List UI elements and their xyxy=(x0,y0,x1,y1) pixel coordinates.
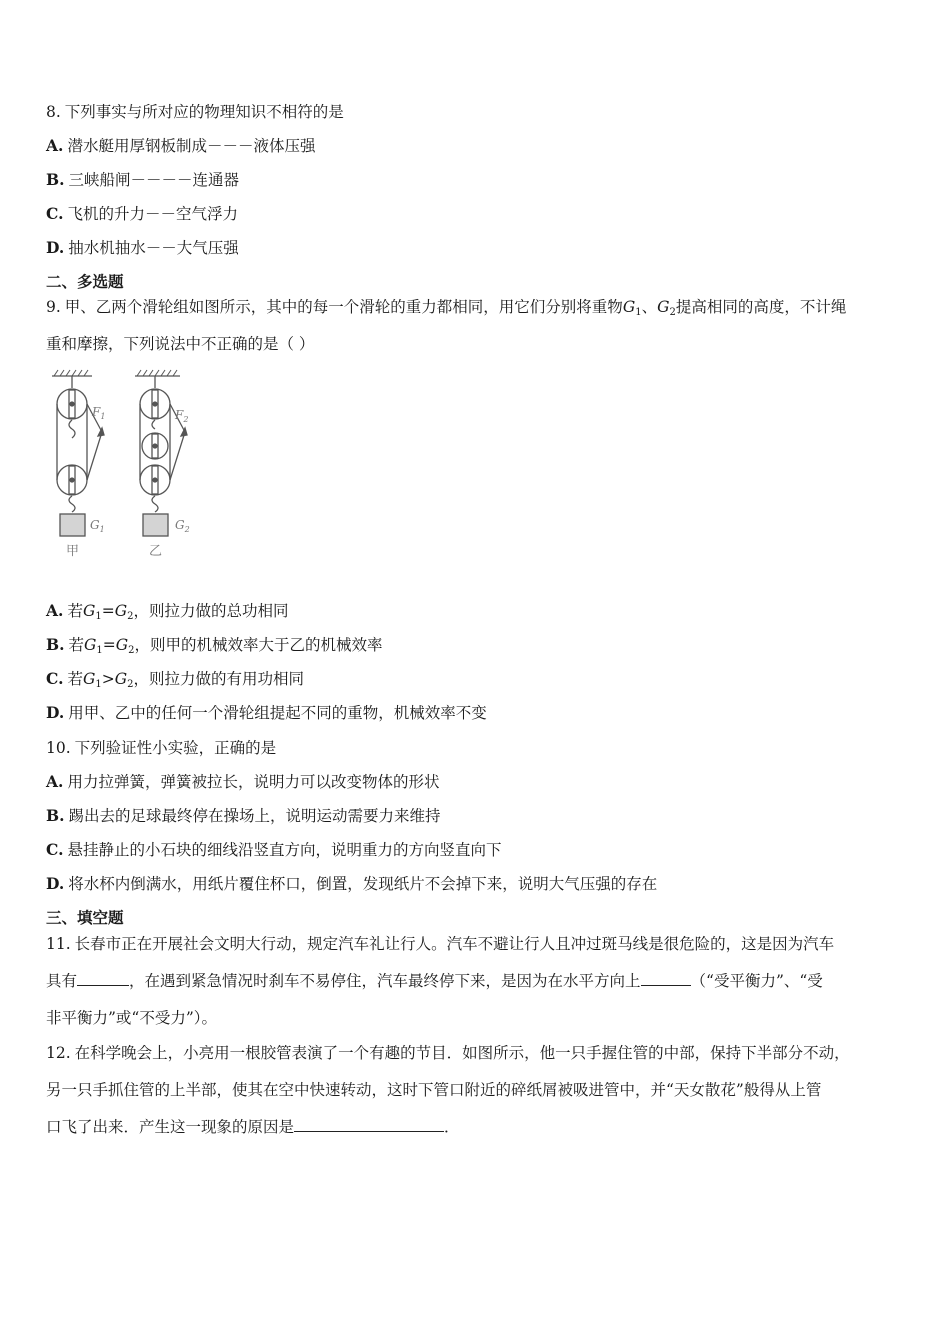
question-text: 口飞了出来．产生这一现象的原因是 xyxy=(46,1118,295,1136)
question-text: 提高相同的高度，不计绳 xyxy=(675,298,847,316)
question-text: 具有 xyxy=(46,972,78,990)
option-text: 飞机的升力－－空气浮力 xyxy=(67,205,238,223)
q10-option-c[interactable] xyxy=(46,840,501,860)
subscript: 1 xyxy=(96,645,103,656)
question-number: 9. xyxy=(46,298,61,316)
force-label-f2: $F_2$ xyxy=(175,408,189,424)
question-text: ． xyxy=(444,1118,460,1136)
subscript: 2 xyxy=(128,645,135,656)
operator: > xyxy=(101,670,115,688)
option-label: D. xyxy=(46,703,65,722)
option-text: 用力拉弹簧，弹簧被拉长，说明力可以改变物体的形状 xyxy=(67,773,440,791)
option-text: 潜水艇用厚钢板制成－－－液体压强 xyxy=(67,137,316,155)
option-label: B. xyxy=(46,170,65,189)
option-text: 用甲、乙中的任何一个滑轮组提起不同的重物，机械效率不变 xyxy=(68,704,487,722)
option-text: 踢出去的足球最终停在操场上，说明运动需要力来维持 xyxy=(68,807,441,825)
subscript: 2 xyxy=(127,611,134,622)
figure-label-jia: 甲 xyxy=(66,544,80,559)
subscript: 1 xyxy=(95,611,102,622)
subscript: 2 xyxy=(127,679,134,690)
weight-label-g2: $G_2$ xyxy=(175,518,190,534)
question-text: 下列事实与所对应的物理知识不相符的是 xyxy=(64,103,344,121)
option-text: 若 xyxy=(68,636,85,654)
q9-option-d[interactable] xyxy=(46,703,487,723)
q8-option-d[interactable] xyxy=(46,238,239,258)
section-heading-multiple-choice: 二、多选题 xyxy=(46,272,124,291)
option-text: 若 xyxy=(67,670,83,688)
question-text: 在科学晚会上，小亮用一根胶管表演了一个有趣的节目．如图所示，他一只手握住管的中部，保持下半部分不动， xyxy=(74,1044,850,1062)
weight-g1 xyxy=(60,514,85,536)
answer-blank-2[interactable] xyxy=(641,971,691,986)
option-label: A. xyxy=(46,601,64,620)
q10-option-d[interactable] xyxy=(46,874,657,894)
operator: = xyxy=(101,602,115,620)
option-label: C. xyxy=(46,204,64,223)
question-number: 11. xyxy=(46,935,71,953)
question-number: 10. xyxy=(46,739,71,757)
question-8 xyxy=(46,102,344,122)
subscript: 1 xyxy=(95,679,102,690)
question-text: 下列验证性小实验，正确的是 xyxy=(74,739,277,757)
q9-option-a[interactable] xyxy=(46,601,289,621)
question-9-line-2: 重和摩擦，下列说法中不正确的是（ ） xyxy=(46,335,315,353)
answer-blank[interactable] xyxy=(294,1117,444,1132)
question-10 xyxy=(46,738,276,758)
q8-option-c[interactable] xyxy=(46,204,238,224)
question-number: 8. xyxy=(46,103,61,121)
question-text: （“受平衡力”、“受 xyxy=(690,972,823,990)
option-label: B. xyxy=(46,806,65,825)
variable-g: G xyxy=(622,298,636,316)
question-text: ，在遇到紧急情况时刹车不易停住，汽车最终停下来，是因为在水平方向上 xyxy=(129,972,641,990)
q9-option-b[interactable] xyxy=(46,635,383,655)
option-label: D. xyxy=(46,874,65,893)
operator: = xyxy=(102,636,116,654)
option-text: 三峡船闸－－－－连通器 xyxy=(68,171,240,189)
question-text: 长春市正在开展社会文明大行动，规定汽车礼让行人。汽车不避让行人且冲过斑马线是很危险的，这是因为汽车 xyxy=(74,935,835,953)
option-text: 将水杯内倒满水，用纸片覆住杯口，倒置，发现纸片不会掉下来，说明大气压强的存在 xyxy=(68,875,658,893)
variable-g: G xyxy=(114,670,128,688)
variable-g: G xyxy=(114,602,128,620)
rope-pull-jia xyxy=(87,432,102,480)
question-12 xyxy=(46,1043,850,1063)
question-9 xyxy=(46,297,846,317)
q10-option-a[interactable] xyxy=(46,772,439,792)
option-label: A. xyxy=(46,136,64,155)
option-label: C. xyxy=(46,840,64,859)
force-label-f1: $F_1$ xyxy=(92,405,106,421)
subscript: 1 xyxy=(635,307,642,318)
question-11-line-3: 非平衡力”或“不受力”）。 xyxy=(46,1009,218,1027)
question-11-line-2 xyxy=(46,971,823,991)
variable-g: G xyxy=(82,670,96,688)
variable-g: G xyxy=(657,298,670,316)
answer-blank-1[interactable] xyxy=(77,971,129,986)
question-12-line-2: 另一只手抓住管的上半部，使其在空中快速转动，这时下管口附近的碎纸屑被吸进管中，并“天女散花”般得从上管 xyxy=(46,1081,822,1099)
question-11 xyxy=(46,934,834,954)
q10-option-b[interactable] xyxy=(46,806,441,826)
option-label: A. xyxy=(46,772,64,791)
pulley-system-figure xyxy=(40,362,200,567)
subscript: 2 xyxy=(669,307,676,318)
option-text: 若 xyxy=(67,602,83,620)
question-text: 甲、乙两个滑轮组如图所示，其中的每一个滑轮的重力都相同，用它们分别将重物 xyxy=(64,298,623,316)
figure-label-yi: 乙 xyxy=(149,544,163,559)
option-text: 抽水机抽水－－大气压强 xyxy=(68,239,239,257)
variable-g: G xyxy=(84,636,97,654)
variable-g: G xyxy=(115,636,129,654)
option-label: D. xyxy=(46,238,65,257)
option-text: ，则拉力做的总功相同 xyxy=(133,602,289,620)
option-text: ，则拉力做的有用功相同 xyxy=(133,670,305,688)
weight-g2 xyxy=(143,514,168,536)
q8-option-b[interactable] xyxy=(46,170,239,190)
q8-option-a[interactable] xyxy=(46,136,315,156)
option-label: B. xyxy=(46,635,65,654)
option-label: C. xyxy=(46,669,64,688)
separator: 、 xyxy=(641,298,658,316)
variable-g: G xyxy=(82,602,96,620)
option-text: ，则甲的机械效率大于乙的机械效率 xyxy=(134,636,383,654)
section-heading-fill-in: 三、填空题 xyxy=(46,908,124,927)
rope-pull-yi xyxy=(170,432,185,480)
weight-label-g1: $G_1$ xyxy=(90,518,105,534)
option-text: 悬挂静止的小石块的细线沿竖直方向，说明重力的方向竖直向下 xyxy=(67,841,502,859)
question-number: 12. xyxy=(46,1044,71,1062)
q9-option-c[interactable] xyxy=(46,669,304,689)
question-12-line-3 xyxy=(46,1117,460,1137)
